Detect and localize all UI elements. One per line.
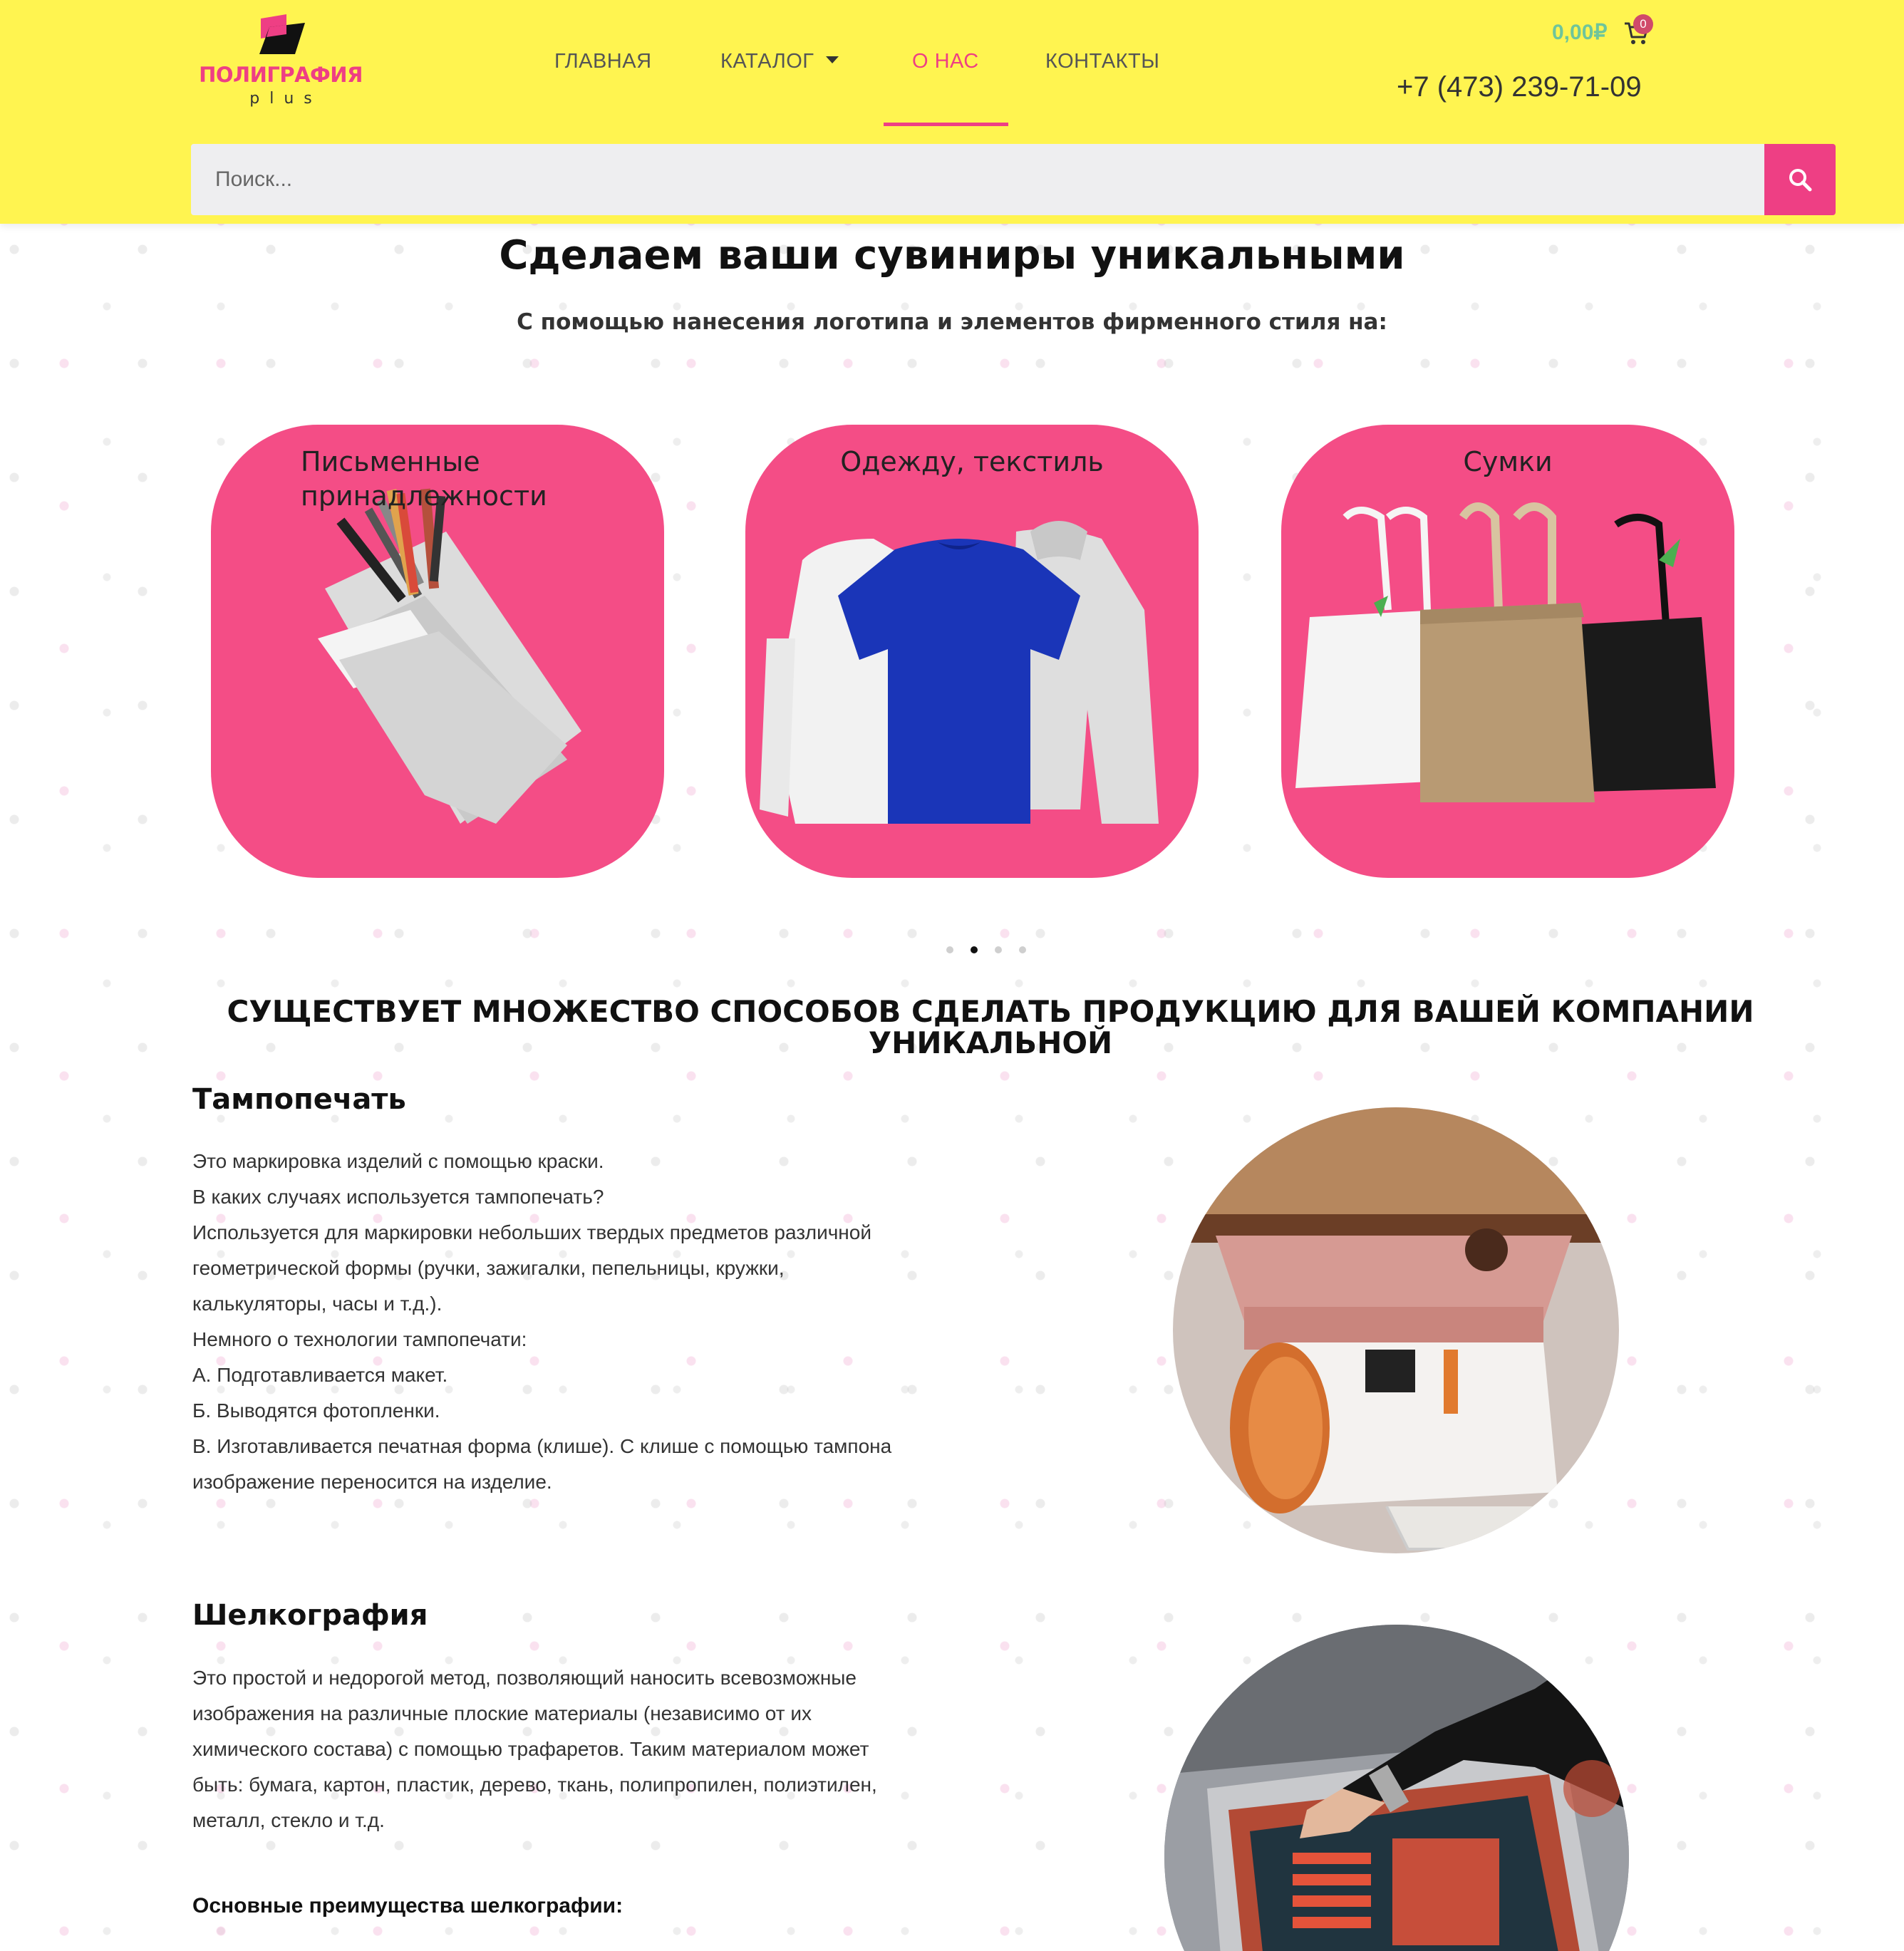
method-text-line: химического состава) с помощью трафаретов. Таким материалом может (192, 1738, 869, 1760)
section-heading-line: УНИКАЛЬНОЙ (868, 1025, 1113, 1060)
card-title-line: принадлежности (301, 480, 547, 512)
nav-item-contacts[interactable]: КОНТАКТЫ (1045, 50, 1160, 73)
clothing-image (745, 425, 1199, 878)
carousel-card-bags[interactable] (1281, 425, 1734, 878)
nav-item-about[interactable]: О НАС (912, 50, 979, 73)
carousel-card-clothing[interactable] (745, 425, 1199, 878)
cart-count-badge: 0 (1633, 14, 1653, 34)
section-heading-line: СУЩЕСТВУЕТ МНОЖЕСТВО СПОСОБОВ СДЕЛАТЬ ПРОДУКЦИЮ ДЛЯ ВАШЕЙ КОМПАНИИ (227, 994, 1754, 1029)
method-text-line: Это простой и недорогой метод, позволяющий наносить всевозможные (192, 1667, 857, 1689)
chevron-down-icon (826, 56, 839, 63)
search-bar (191, 144, 1836, 215)
method-text-line: В каких случаях используется тампопечать? (192, 1186, 604, 1208)
card-title: Одежду, текстиль (840, 446, 1104, 477)
carousel-dot[interactable] (995, 946, 1002, 953)
method-text-line: изображения на различные плоские материалы (независимо от их (192, 1702, 812, 1724)
method-text-line: Это маркировка изделий с помощью краски. (192, 1150, 604, 1172)
search-button[interactable] (1764, 144, 1836, 215)
method-text-line: А. Подготавливается макет. (192, 1364, 448, 1386)
nav-item-catalog-label: КАТАЛОГ (720, 50, 814, 73)
method-text-line: калькуляторы, часы и т.д.). (192, 1293, 443, 1315)
nav-active-indicator (884, 123, 1008, 126)
method-text-line: изображение переносится на изделие. (192, 1471, 552, 1493)
bags-image (1281, 425, 1734, 878)
section-heading (214, 996, 1767, 1059)
method-description (192, 1660, 998, 1838)
search-input[interactable] (191, 144, 1764, 215)
advantages-heading: Основные преимущества шелкографии: (192, 1894, 624, 1918)
method-text-line: Б. Выводятся фотопленки. (192, 1399, 440, 1422)
card-title (211, 445, 664, 513)
site-header (0, 0, 1904, 224)
method-text-line: Немного о технологии тампопечати: (192, 1328, 527, 1350)
method-text-line: Используется для маркировки небольших твердых предметов различной (192, 1221, 871, 1243)
logo-subtext: plus (249, 90, 322, 108)
method-text-line: металл, стекло и т.д. (192, 1809, 385, 1831)
method-title: Тампопечать (192, 1083, 406, 1116)
nav-item-catalog[interactable] (720, 50, 839, 73)
method-text-line: быть: бумага, картон, пластик, дерево, ткань, полипропилен, полиэтилен, (192, 1774, 877, 1796)
hero-title: Сделаем ваши сувиниры уникальными (499, 232, 1405, 279)
method-text-line: В. Изготавливается печатная форма (клише). С клише с помощью тампона (192, 1435, 892, 1457)
phone-link[interactable]: +7 (473) 239-71-09 (1397, 71, 1642, 103)
pad-printing-photo (1173, 1107, 1619, 1553)
carousel-dot[interactable] (971, 946, 978, 953)
cart-total[interactable]: 0,00₽ (1552, 21, 1608, 44)
screen-printing-photo (1164, 1625, 1629, 1951)
nav-item-home[interactable]: ГЛАВНАЯ (554, 50, 652, 73)
method-title: Шелкография (192, 1599, 428, 1632)
search-icon (1788, 167, 1812, 192)
carousel-card-stationery[interactable] (211, 425, 664, 878)
logo-text: ПОЛИГРАФИЯ (199, 63, 363, 87)
method-description (192, 1144, 998, 1500)
card-title: Сумки (1463, 446, 1553, 477)
method-text-line: геометрической формы (ручки, зажигалки, пепельницы, кружки, (192, 1257, 785, 1279)
site-logo[interactable] (197, 13, 365, 113)
hero-subtitle: С помощью нанесения логотипа и элементов фирменного стиля на: (517, 309, 1387, 335)
card-title-line: Письменные (301, 446, 480, 477)
logo-mark-icon (255, 13, 306, 57)
carousel-dot[interactable] (1019, 946, 1026, 953)
carousel-dot[interactable] (946, 946, 953, 953)
